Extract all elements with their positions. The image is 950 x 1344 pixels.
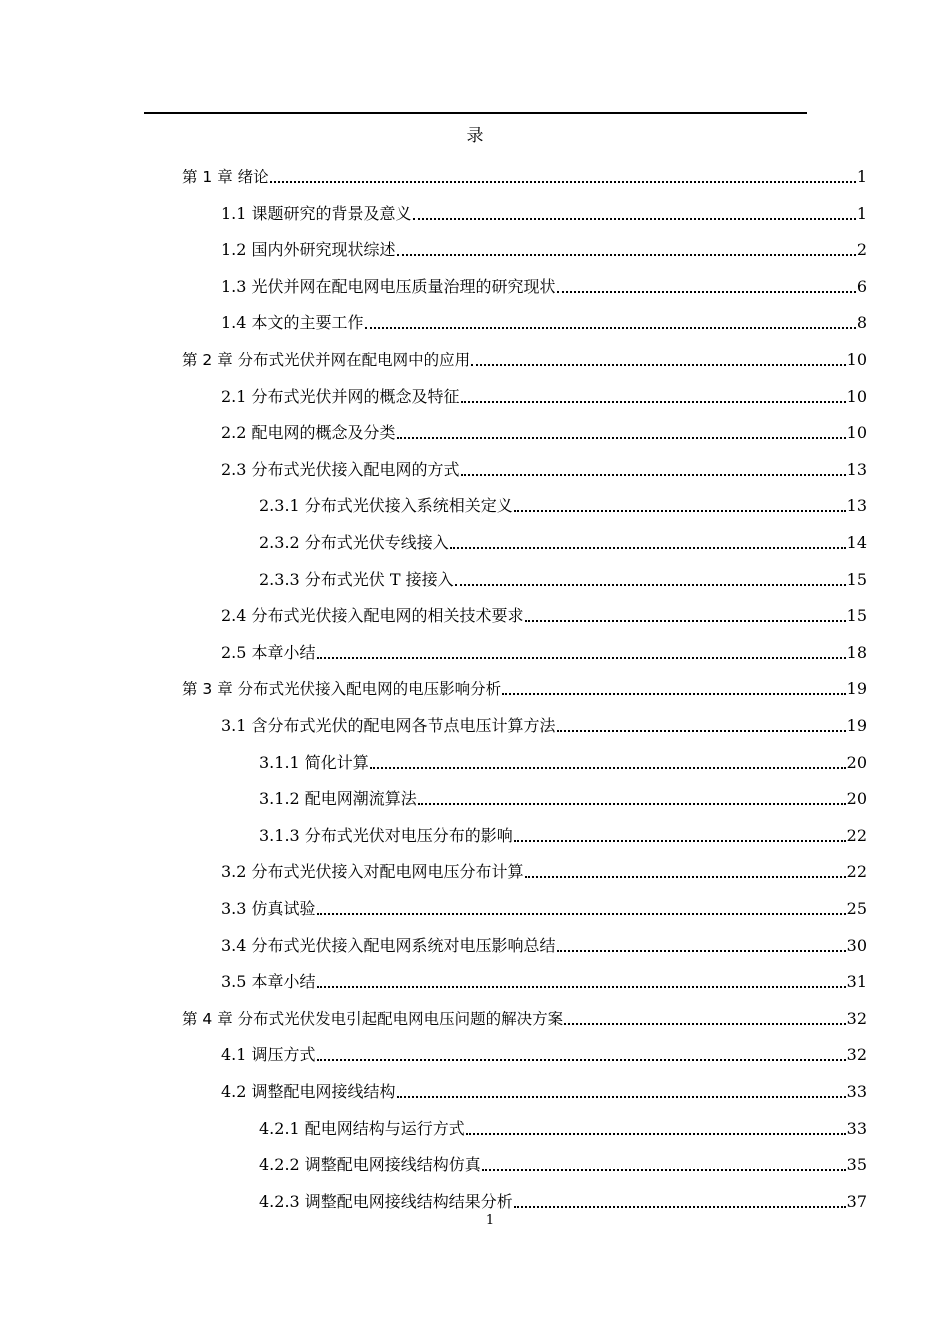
toc-dot-leader (397, 1096, 846, 1098)
toc-entry-page: 35 (846, 1155, 867, 1175)
toc-dot-leader (370, 767, 846, 769)
toc-dot-leader (525, 876, 846, 878)
toc-entry[interactable] (182, 1000, 867, 1030)
toc-entry[interactable] (259, 744, 867, 774)
toc-dot-leader (514, 510, 846, 512)
toc-dot-leader (525, 620, 846, 622)
toc-entry-title: 第 4 章 分布式光伏发电引起配电网电压问题的解决方案 (182, 1009, 564, 1028)
toc-entry-title: 3.1.3 分布式光伏对电压分布的影响 (259, 825, 513, 845)
toc-entry-page: 10 (846, 423, 867, 443)
toc-entry-title: 1.1 课题研究的背景及意义 (221, 203, 412, 223)
toc-entry-page: 25 (846, 899, 867, 918)
toc-entry-title: 4.1 调压方式 (221, 1045, 316, 1065)
toc-dot-leader (514, 1206, 846, 1208)
toc-entry-title: 3.5 本章小结 (221, 972, 316, 992)
toc-entry-page: 30 (846, 935, 867, 955)
toc-dot-leader (317, 657, 846, 659)
toc-entry-page: 22 (846, 825, 867, 845)
toc-entry[interactable] (221, 963, 867, 993)
toc-entry-title: 第 3 章 分布式光伏接入配电网的电压影响分析 (182, 680, 502, 699)
toc-entry-page: 1 (856, 167, 867, 186)
toc-entry-page: 19 (846, 716, 867, 735)
toc-entry-page: 18 (846, 642, 867, 662)
toc-entry-page: 13 (846, 496, 867, 516)
toc-entry-page: 33 (846, 1082, 867, 1101)
toc-dot-leader (557, 950, 846, 952)
toc-dot-leader (461, 474, 846, 476)
toc-dot-leader (471, 364, 845, 366)
header-rule (144, 112, 807, 114)
toc-entry-page: 37 (846, 1191, 867, 1211)
toc-entry-title: 3.1.1 简化计算 (259, 752, 369, 772)
toc-entry-title: 1.3 光伏并网在配电网电压质量治理的研究现状 (221, 276, 556, 296)
toc-entry-page: 22 (846, 862, 867, 882)
toc-entry-title: 2.3.1 分布式光伏接入系统相关定义 (259, 496, 513, 516)
toc-entry[interactable] (259, 1183, 867, 1213)
toc-entry-title: 4.2.3 调整配电网接线结构结果分析 (259, 1191, 513, 1211)
toc-entry-page: 8 (856, 313, 867, 333)
toc-entry-page: 10 (846, 350, 867, 369)
toc-entry-page: 13 (846, 459, 867, 479)
toc-entry-title: 第 2 章 分布式光伏并网在配电网中的应用 (182, 351, 471, 369)
toc-dot-leader (270, 181, 856, 183)
toc-entry-page: 31 (846, 972, 867, 992)
toc-dot-leader (557, 291, 856, 293)
toc-entry-page: 2 (856, 240, 867, 260)
toc-entry-title: 3.1.2 配电网潮流算法 (259, 789, 417, 809)
toc-entry-title: 3.1 含分布式光伏的配电网各节点电压计算方法 (221, 716, 556, 735)
toc-entry[interactable] (221, 634, 867, 664)
toc-entry[interactable] (259, 487, 867, 517)
toc-entry-page: 6 (856, 276, 867, 296)
toc-entry-title: 3.2 分布式光伏接入对配电网电压分布计算 (221, 862, 524, 882)
toc-entry-title: 1.2 国内外研究现状综述 (221, 240, 396, 260)
toc-dot-leader (317, 913, 846, 915)
toc-entry-title: 3.4 分布式光伏接入配电网系统对电压影响总结 (221, 935, 556, 955)
toc-entry-title: 4.2.1 配电网结构与运行方式 (259, 1118, 465, 1138)
toc-entry[interactable] (221, 268, 867, 298)
toc-entry[interactable] (259, 1110, 867, 1140)
toc-entry-page: 15 (846, 569, 867, 589)
toc-entry[interactable] (221, 707, 867, 737)
toc-entry[interactable] (221, 231, 867, 261)
toc-entry-title: 第 1 章 绪论 (182, 168, 269, 186)
toc-entry[interactable] (259, 1146, 867, 1176)
toc-dot-leader (413, 218, 856, 220)
toc-dot-leader (455, 584, 846, 586)
toc-entry[interactable] (182, 158, 867, 188)
toc-dot-leader (502, 693, 845, 695)
toc-entry-page: 32 (846, 1008, 867, 1028)
toc-entry[interactable] (221, 927, 867, 957)
toc-dot-leader (317, 986, 846, 988)
toc-entry-title: 2.3.3 分布式光伏 T 接接入 (259, 569, 454, 589)
toc-dot-leader (564, 1023, 845, 1025)
toc-entry[interactable] (221, 1073, 867, 1103)
toc-entry[interactable] (221, 597, 867, 627)
toc-entry-title: 3.3 仿真试验 (221, 899, 316, 918)
toc-dot-leader (461, 401, 846, 403)
toc-dot-leader (365, 327, 856, 329)
toc-entry[interactable] (221, 1036, 867, 1066)
toc-entry-title: 2.5 本章小结 (221, 642, 316, 662)
toc-dot-leader (514, 840, 846, 842)
toc-entry-page: 32 (846, 1045, 867, 1065)
toc-entry[interactable] (221, 304, 867, 334)
toc-entry-title: 1.4 本文的主要工作 (221, 313, 364, 333)
toc-entry[interactable] (221, 451, 867, 481)
toc-entry-title: 2.4 分布式光伏接入配电网的相关技术要求 (221, 606, 524, 626)
toc-dot-leader (466, 1133, 846, 1135)
toc-dot-leader (482, 1169, 846, 1171)
toc-dot-leader (418, 803, 846, 805)
toc-dot-leader (397, 437, 846, 439)
toc-dot-leader (397, 254, 856, 256)
toc-entry-title: 4.2.2 调整配电网接线结构仿真 (259, 1155, 481, 1175)
toc-entry-title: 2.3.2 分布式光伏专线接入 (259, 533, 449, 552)
toc-entry[interactable] (259, 561, 867, 591)
toc-dot-leader (450, 547, 846, 549)
toc-entry[interactable] (221, 378, 867, 408)
toc-entry[interactable] (259, 780, 867, 810)
toc-entry[interactable] (182, 341, 867, 371)
toc-entry-title: 4.2 调整配电网接线结构 (221, 1082, 396, 1101)
toc-entry[interactable] (221, 890, 867, 920)
toc-entry-page: 1 (856, 203, 867, 223)
toc-entry[interactable] (221, 414, 867, 444)
toc-entry[interactable] (182, 670, 867, 700)
toc-entry-page: 20 (846, 789, 867, 809)
toc-entry-title: 2.3 分布式光伏接入配电网的方式 (221, 459, 460, 479)
toc-entry-title: 2.1 分布式光伏并网的概念及特征 (221, 386, 460, 406)
toc-entry-title: 2.2 配电网的概念及分类 (221, 423, 396, 443)
toc-entry[interactable] (221, 853, 867, 883)
toc-dot-leader (317, 1059, 846, 1061)
toc-entry[interactable] (259, 817, 867, 847)
toc-entry-page: 33 (846, 1118, 867, 1138)
toc-entry[interactable] (221, 195, 867, 225)
toc-dot-leader (557, 730, 846, 732)
page-title: 录 (466, 126, 484, 146)
toc-entry-page: 19 (846, 679, 867, 699)
toc-entry-page: 20 (846, 752, 867, 772)
toc-entry[interactable] (259, 524, 867, 554)
toc-entry-page: 14 (846, 533, 867, 552)
toc-entry-page: 10 (846, 386, 867, 406)
page-number: 1 (485, 1213, 495, 1228)
toc-entry-page: 15 (846, 606, 867, 626)
